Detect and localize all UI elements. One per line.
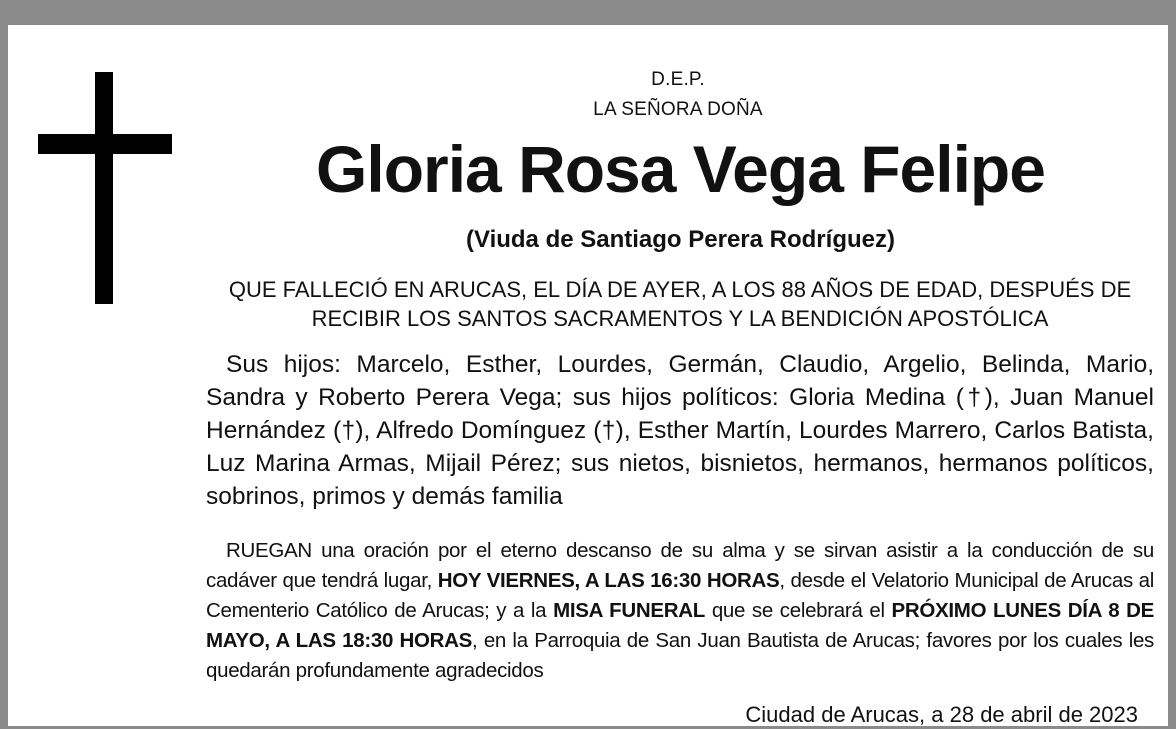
cross-icon-vertical	[95, 72, 113, 304]
request-bold-1: HOY VIERNES, A LAS 16:30 HORAS	[437, 569, 780, 592]
dep-label: D.E.P.	[651, 69, 705, 90]
request-text-4: , en la Parroquia de San Juan Bautista de Arucas; favores por los cuales les quedarán profundamente agradecidos	[206, 629, 1154, 682]
request-bold-2: MISA FUNERAL	[553, 599, 706, 622]
request-bold-3: PRÓXIMO LUNES DÍA 8 DE MAYO, A LAS 18:30 HORAS	[206, 599, 1155, 652]
place-date: Ciudad de Arucas, a 28 de abril de 2023	[745, 702, 1138, 727]
honorific-label: LA SEÑORA DOÑA	[593, 99, 763, 120]
deceased-name: Gloria Rosa Vega Felipe	[316, 132, 1045, 206]
widow-of-line: (Viuda de Santiago Perera Rodríguez)	[466, 226, 895, 253]
request-text-1: RUEGAN una oración por el eterno descanso de su alma y se sirvan asistir a la conducción de su cadáver que tendrá lugar,	[206, 539, 1154, 592]
cross-icon-horizontal	[38, 134, 172, 154]
death-announcement: QUE FALLECIÓ EN ARUCAS, EL DÍA DE AYER, A LOS 88 AÑOS DE EDAD, DESPUÉS DE RECIBIR LOS SANTOS SACRAMENTOS Y LA BENDICIÓN APOSTÓLICA	[228, 277, 1132, 331]
request-text-2: , desde el Velatorio Municipal de Arucas al Cementerio Católico de Arucas; y a la	[206, 569, 1154, 622]
request-text-3: que se celebrará el	[705, 599, 892, 622]
request-paragraph	[206, 536, 1154, 686]
family-paragraph: Sus hijos: Marcelo, Esther, Lourdes, Germán, Claudio, Argelio, Belinda, Mario, Sandra y Roberto Perera Vega; sus hijos políticos: Gloria Medina (†), Juan Manuel Hernández (†), Alfredo Domínguez (†), Esther Martín, Lourdes Marrero, Carlos Batista, Luz Marina Armas, Mijail Pérez; sus nietos, bisnietos, hermanos, hermanos políticos, sobrinos, primos y demás familia	[206, 351, 1154, 510]
obituary-notice	[8, 25, 1168, 726]
